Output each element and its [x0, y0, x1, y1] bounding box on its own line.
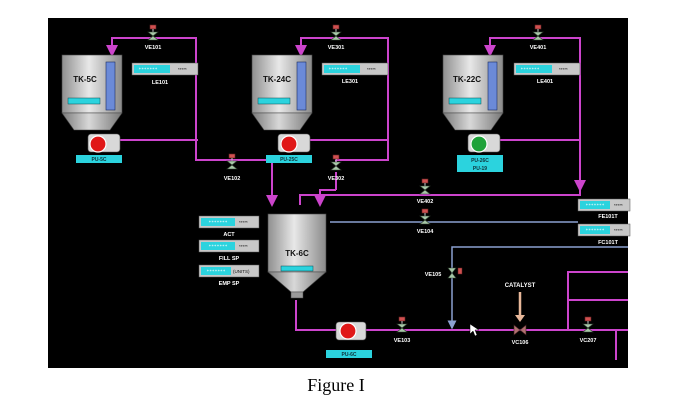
display-value: *******	[206, 270, 226, 275]
display-units: *****	[614, 203, 623, 208]
tank-tk-24c[interactable]	[252, 55, 312, 130]
display-value: *******	[138, 68, 158, 73]
display-value: *******	[520, 68, 540, 73]
pump-icon	[471, 136, 487, 152]
pump-icon	[90, 136, 106, 152]
display-label: FC101T	[598, 240, 618, 246]
display-label: FILL SP	[218, 256, 240, 262]
display-units: *****	[559, 67, 568, 72]
tank-tk-5c[interactable]	[62, 55, 122, 130]
tank-level-display	[68, 98, 100, 104]
display-label: LE101	[151, 80, 169, 86]
valve-label: VC207	[579, 338, 597, 344]
display-label: EMP SP	[218, 281, 240, 287]
valve-label: VE101	[144, 45, 162, 51]
pump-label-2: PU-19	[472, 166, 488, 172]
valve-label: VE301	[327, 45, 345, 51]
valve-label: VE105	[424, 272, 442, 278]
display-value: *******	[585, 229, 605, 234]
pump-icon	[281, 136, 297, 152]
valve-label: VE401	[529, 45, 547, 51]
display-label: ACT	[223, 232, 235, 238]
level-bar	[106, 62, 115, 110]
display-units: *****	[239, 220, 248, 225]
display-value: *******	[208, 245, 228, 250]
level-bar	[297, 62, 306, 110]
tank-tk-22c[interactable]	[443, 55, 503, 130]
display-label: FE101T	[598, 214, 618, 220]
valve-label: VE402	[416, 199, 434, 205]
valve-label: VE302	[327, 176, 345, 182]
display-label: LE301	[341, 79, 359, 85]
tank-name: TK-24C	[262, 75, 292, 84]
tank-name: TK-22C	[452, 75, 482, 84]
valve-label: VE104	[416, 229, 434, 235]
tank-name: TK-5C	[73, 75, 97, 84]
level-bar	[488, 62, 497, 110]
display-units: *****	[178, 67, 187, 72]
display-units: (UNITS)	[233, 269, 250, 274]
pump-label: PU-6C	[341, 352, 357, 358]
display-units: *****	[614, 228, 623, 233]
pump-label: PU-26C	[471, 158, 489, 164]
tank-name: TK-6C	[285, 249, 309, 258]
figure-caption: Figure I	[307, 375, 365, 395]
display-units: *****	[367, 67, 376, 72]
catalyst-label: CATALYST	[504, 283, 536, 289]
tank-level-display	[258, 98, 290, 104]
tank-level-display	[449, 98, 481, 104]
pump-icon	[340, 323, 356, 339]
display-units: *****	[239, 244, 248, 249]
valve-label: VE102	[223, 176, 241, 182]
display-value: *******	[585, 204, 605, 209]
pump-label: PU-25C	[280, 157, 298, 163]
valve-label: VE103	[393, 338, 411, 344]
valve-label: VC106	[511, 340, 529, 346]
display-value: *******	[328, 68, 348, 73]
display-label: LE401	[536, 79, 554, 85]
display-value: *******	[208, 221, 228, 226]
tank-level-display	[281, 266, 313, 271]
pump-label: PU-5C	[91, 157, 107, 163]
